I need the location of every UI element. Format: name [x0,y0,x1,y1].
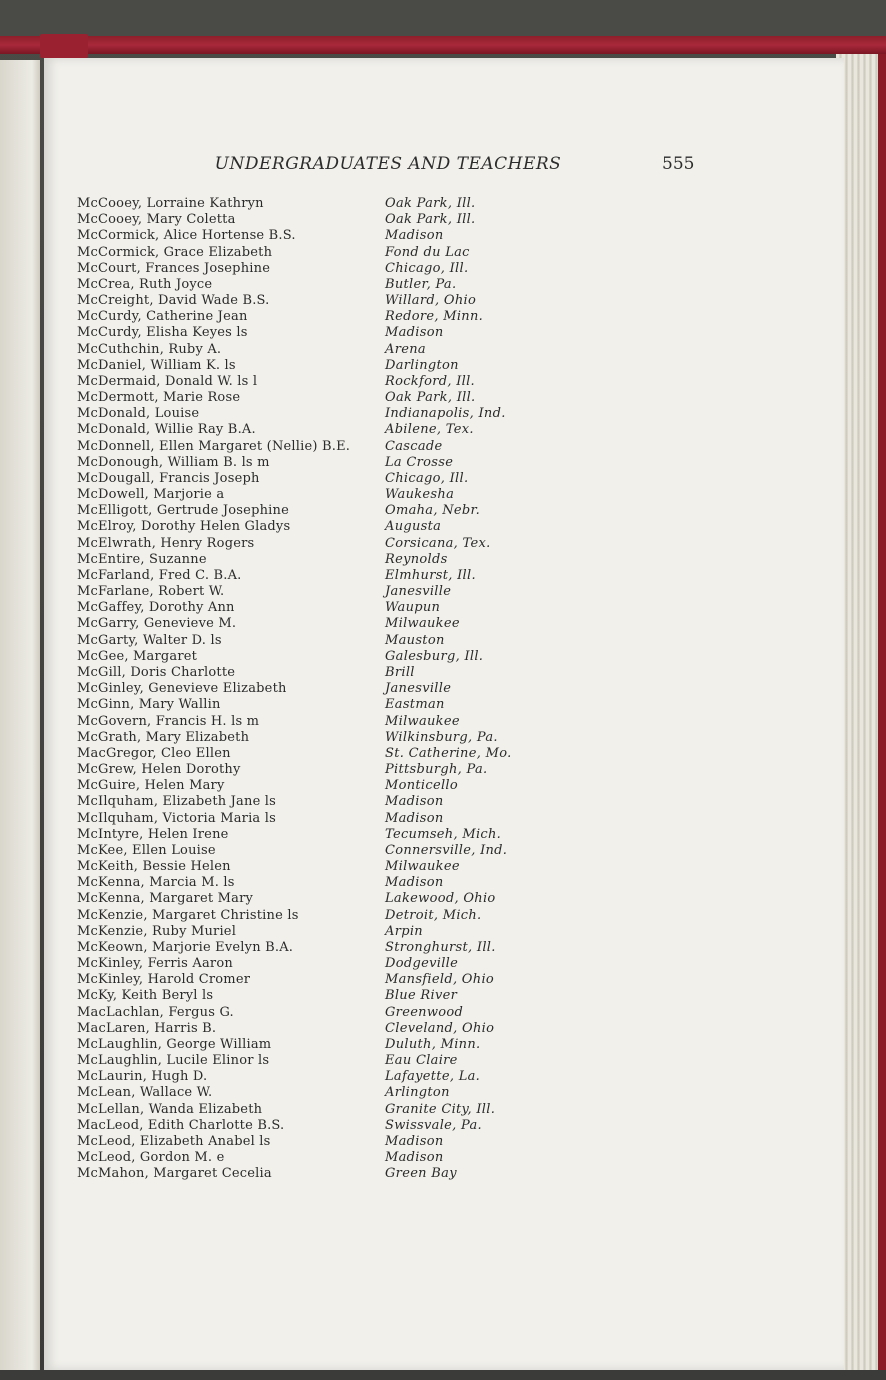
entry-name: McIntyre, Helen Irene [77,826,229,842]
entry-name: McKenna, Margaret Mary [77,891,254,907]
entry-name: McKinley, Harold Cromer [77,972,251,988]
list-item [77,681,537,697]
list-item [77,471,537,487]
entry-name: McCooey, Lorraine Kathryn [77,196,264,211]
entry-place: Rockford, Ill. [385,373,475,389]
list-item [77,859,537,875]
entry-place: Connersville, Ind. [385,842,508,858]
list-item [77,746,537,762]
list-item [77,439,537,455]
list-item [77,908,537,924]
entry-place: Dodgeville [385,956,459,972]
list-item [77,697,537,713]
cover-corner [40,34,88,58]
list-item [77,552,537,568]
list-item [77,536,537,552]
entry-name: MacLeod, Edith Charlotte B.S. [77,1117,285,1133]
entry-place: Madison [385,325,444,341]
entry-place: Madison [385,794,444,810]
entry-name: McKinley, Ferris Aaron [77,956,233,972]
entry-place: Waukesha [385,487,455,503]
entry-name: McCurdy, Elisha Keyes ls [77,325,248,341]
directory-list [77,196,537,1182]
entry-name: McLeod, Gordon M. e [77,1150,225,1166]
entry-name: McEntire, Suzanne [77,551,207,567]
entry-name: McElroy, Dorothy Helen Gladys [77,519,291,535]
entry-name: MacLaren, Harris B. [77,1020,217,1036]
entry-name: McKenna, Marcia M. ls [77,875,235,891]
entry-place: Stronghurst, Ill. [385,939,496,955]
list-item [77,422,537,438]
running-head: UNDERGRADUATES AND TEACHERS [214,154,562,174]
entry-name: McKenzie, Ruby Muriel [77,923,237,939]
entry-name: McDougall, Francis Joseph [77,470,260,486]
entry-name: McMahon, Margaret Cecelia [77,1166,272,1182]
list-item [77,293,537,309]
page-number: 555 [662,154,695,174]
list-item [77,988,537,1004]
entry-name: McKeith, Bessie Helen [77,859,231,875]
list-item [77,1118,537,1134]
entry-place: St. Catherine, Mo. [385,745,512,761]
entry-place: Mansfield, Ohio [385,972,495,988]
entry-name: McCormick, Alice Hortense B.S. [77,228,296,244]
entry-place: Oak Park, Ill. [385,390,476,406]
list-item [77,1150,537,1166]
entry-name: McDonough, William B. ls m [77,454,270,470]
entry-place: Lakewood, Ohio [385,891,496,907]
entry-place: Abilene, Tex. [385,422,474,438]
entry-name: McCourt, Frances Josephine [77,260,271,276]
entry-name: McCreight, David Wade B.S. [77,293,270,309]
entry-place: Indianapolis, Ind. [385,406,506,422]
list-item [77,487,537,503]
entry-name: McGee, Margaret [77,648,198,664]
facing-page-edge [0,60,40,1370]
entry-place: Wilkinsburg, Pa. [385,729,498,745]
entry-place: Chicago, Ill. [385,260,469,276]
entry-name: McGrew, Helen Dorothy [77,762,241,778]
entry-place: Corsicana, Tex. [385,535,491,551]
list-item [77,228,537,244]
entry-name: McCurdy, Catherine Jean [77,309,248,325]
entry-place: Omaha, Nebr. [385,503,481,519]
entry-place: Augusta [385,519,442,535]
entry-place: Reynolds [385,551,448,567]
entry-name: McKy, Keith Beryl ls [77,988,214,1004]
entry-name: McGill, Doris Charlotte [77,664,236,680]
entry-place: Oak Park, Ill. [385,196,476,211]
entry-name: McKee, Ellen Louise [77,842,216,858]
entry-place: Detroit, Mich. [385,907,482,923]
list-item [77,827,537,843]
entry-name: MacGregor, Cleo Ellen [77,745,231,761]
entry-place: Cleveland, Ohio [385,1020,495,1036]
entry-place: Blue River [385,988,458,1004]
entry-name: McIlquham, Elizabeth Jane ls [77,794,277,810]
entry-name: McDaniel, William K. ls [77,357,236,373]
entry-name: McDowell, Marjorie a [77,487,225,503]
list-item [77,245,537,261]
list-item [77,503,537,519]
entry-place: Madison [385,875,444,891]
list-item [77,309,537,325]
list-item [77,374,537,390]
entry-place: Milwaukee [385,713,460,729]
entry-name: McGinn, Mary Wallin [77,697,221,713]
list-item [77,1102,537,1118]
entry-place: Oak Park, Ill. [385,212,476,228]
entry-place: Swissvale, Pa. [385,1117,482,1133]
list-item [77,390,537,406]
entry-name: McLaurin, Hugh D. [77,1069,208,1085]
entry-name: McLellan, Wanda Elizabeth [77,1101,263,1117]
entry-place: Eastman [385,697,445,713]
list-item [77,325,537,341]
list-item [77,649,537,665]
entry-place: Cascade [385,438,443,454]
entry-name: McIlquham, Victoria Maria ls [77,810,276,826]
list-item [77,568,537,584]
list-item [77,1085,537,1101]
entry-place: Green Bay [385,1166,457,1182]
list-item [77,875,537,891]
entry-place: Madison [385,810,444,826]
list-item [77,261,537,277]
list-item [77,665,537,681]
entry-name: McFarland, Fred C. B.A. [77,567,242,583]
entry-name: McDermaid, Donald W. ls l [77,373,258,389]
list-item [77,843,537,859]
list-item [77,1005,537,1021]
cover-side-edge [878,54,886,1370]
list-item [77,616,537,632]
entry-name: McDonald, Willie Ray B.A. [77,422,256,438]
entry-name: McGarry, Genevieve M. [77,616,237,632]
list-item [77,1166,537,1182]
entry-name: McLean, Wallace W. [77,1085,213,1101]
list-item [77,1037,537,1053]
list-item [77,811,537,827]
list-item [77,762,537,778]
entry-name: McCormick, Grace Elizabeth [77,244,273,260]
entry-place: Eau Claire [385,1053,458,1069]
entry-name: McFarlane, Robert W. [77,584,225,600]
list-item [77,277,537,293]
entry-place: Greenwood [385,1004,464,1020]
entry-place: Waupun [385,600,441,616]
list-item [77,1134,537,1150]
list-item [77,358,537,374]
entry-name: McGinley, Genevieve Elizabeth [77,681,287,697]
entry-name: McGrath, Mary Elizabeth [77,729,250,745]
entry-place: Milwaukee [385,616,460,632]
list-item [77,714,537,730]
entry-name: McElligott, Gertrude Josephine [77,503,289,519]
entry-place: Janesville [385,584,452,600]
entry-place: Madison [385,1150,444,1166]
book-cover-edge [0,36,886,54]
entry-name: McKenzie, Margaret Christine ls [77,907,299,923]
entry-place: Brill [385,664,415,680]
entry-name: McCrea, Ruth Joyce [77,276,213,292]
entry-name: McDermott, Marie Rose [77,390,241,406]
list-item [77,940,537,956]
list-item [77,730,537,746]
list-item [77,342,537,358]
entry-name: McLaughlin, Lucile Elinor ls [77,1053,270,1069]
entry-name: McGuire, Helen Mary [77,778,225,794]
entry-name: MacLachlan, Fergus G. [77,1004,234,1020]
list-item [77,794,537,810]
entry-name: McDonnell, Ellen Margaret (Nellie) B.E. [77,438,351,454]
entry-name: McCuthchin, Ruby A. [77,341,222,357]
entry-name: McLaughlin, George William [77,1036,272,1052]
list-item [77,633,537,649]
list-item [77,584,537,600]
entry-place: Arlington [385,1085,450,1101]
entry-place: Pittsburgh, Pa. [385,762,488,778]
entry-name: McGovern, Francis H. ls m [77,713,260,729]
entry-place: Milwaukee [385,859,460,875]
entry-place: Galesburg, Ill. [385,648,484,664]
entry-place: Madison [385,228,444,244]
entry-name: McKeown, Marjorie Evelyn B.A. [77,939,294,955]
list-item [77,1053,537,1069]
entry-place: Willard, Ohio [385,293,477,309]
list-item [77,956,537,972]
entry-place: Janesville [385,681,452,697]
list-item [77,455,537,471]
entry-place: Chicago, Ill. [385,470,469,486]
entry-place: Monticello [385,778,459,794]
entry-name: McDonald, Louise [77,406,200,422]
entry-place: Madison [385,1133,444,1149]
entry-place: Darlington [385,357,459,373]
entry-place: Mauston [385,632,445,648]
entry-name: McLeod, Elizabeth Anabel ls [77,1133,271,1149]
list-item [77,519,537,535]
entry-place: Arpin [385,923,423,939]
entry-place: Tecumseh, Mich. [385,826,502,842]
entry-place: Duluth, Minn. [385,1036,481,1052]
list-item [77,600,537,616]
list-item [77,891,537,907]
list-item [77,924,537,940]
list-item [77,196,537,212]
list-item [77,406,537,422]
entry-place: Granite City, Ill. [385,1101,496,1117]
entry-place: Fond du Lac [385,244,470,260]
list-item [77,1069,537,1085]
list-item [77,212,537,228]
entry-place: Elmhurst, Ill. [385,567,476,583]
entry-place: La Crosse [385,454,454,470]
list-item [77,1021,537,1037]
entry-place: Butler, Pa. [385,276,457,292]
entry-name: McGarty, Walter D. ls [77,632,222,648]
entry-place: Redore, Minn. [385,309,484,325]
entry-name: McGaffey, Dorothy Ann [77,600,235,616]
entry-name: McElwrath, Henry Rogers [77,535,255,551]
entry-place: Arena [385,341,426,357]
entry-name: McCooey, Mary Coletta [77,212,236,228]
list-item [77,972,537,988]
list-item [77,778,537,794]
entry-place: Lafayette, La. [385,1069,481,1085]
